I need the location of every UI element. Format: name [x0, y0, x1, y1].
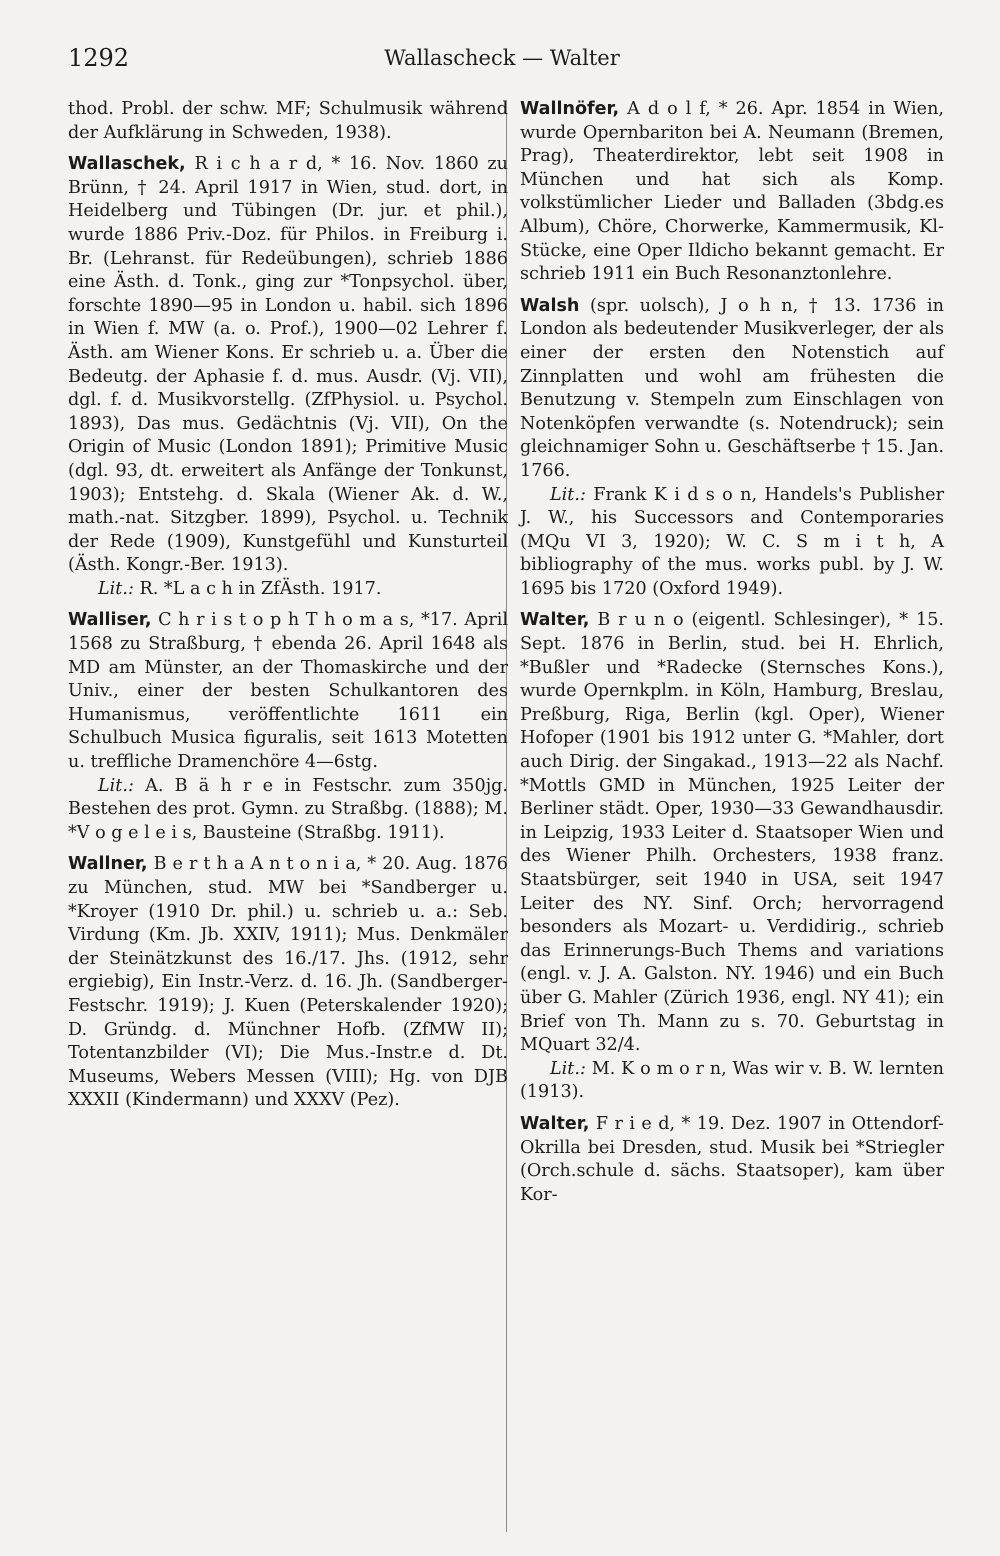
entry-literature	[68, 775, 508, 846]
entry-wallnoefer	[520, 98, 944, 287]
right-column	[520, 98, 944, 1215]
entry-literature	[520, 484, 944, 602]
entry-headword: Walter,	[520, 610, 590, 631]
lit-label: Lit.:	[550, 484, 586, 505]
entry-walter-bruno	[520, 609, 944, 1104]
entry-headword: Walsh	[520, 295, 580, 316]
entry-headword: Wallner,	[68, 854, 148, 875]
continuation-text: thod. Probl. der schw. MF; Schulmusik während der Aufklärung in Schweden, 1938).	[68, 99, 508, 143]
lit-label: Lit.:	[98, 578, 134, 599]
entry-literature	[68, 578, 508, 602]
entry-text: B e r t h a A n t o n i a, * 20. Aug. 1876 zu München, stud. MW bei *Sandberger u. *Kroyer (1910 Dr. phil.) u. schrieb u. a.: Seb. Virdung (Km. Jb. XXIV, 1911); Mus. Denkmäler der Steinätzkunst des 16./17. Jhs. (1912, sehr ergiebig), Ein Instr.-Verz. d. 16. Jh. (Sandberger-Festschr. 1919); J. Kuen (Peterskalender 1920); D. Gründg. d. Münchner Hofb. (ZfMW II); Totentanzbilder (VI); Die Mus.-Instr.e d. Dt. Museums, Webers Messen (VIII); Hg. von DJB XXXII (Kindermann) und XXXV (Pez).	[68, 854, 508, 1111]
entry-wallner	[68, 853, 508, 1113]
running-title: Wallascheck — Walter	[384, 46, 620, 70]
entry-text: B r u n o (eigentl. Schlesinger), * 15. Sept. 1876 in Berlin, stud. bei H. Ehrlich, *Bußler und *Radecke (Sternsches Kons.), wurde Opernkplm. in Köln, Hamburg, Breslau, Preßburg, Riga, Berlin (kgl. Oper), Wiener Hofoper (1901 bis 1912 unter G. *Mahler, dort auch Dirig. der Singakad., 1913—22 als Nachf. *Mottls GMD in München, 1925 Leiter der Berliner städt. Oper, 1930—33 Gewandhausdir. in Leipzig, 1933 Leiter d. Staatsoper Wien und des Wiener Philh. Orchesters, 1938 franz. Staatsbürger, seit 1940 in USA, seit 1947 Leiter des NY. Sinf. Orch; hervorragend besonders als Mozart- u. Verdidirig., schrieb das Erinnerungs-Buch Thems and variations (engl. v. J. A. Galston. NY. 1946) und ein Buch über G. Mahler (Zürich 1936, engl. NY 41); ein Brief von Th. Mann zu s. 70. Geburtstag in MQuart 32/4.	[520, 610, 944, 1056]
entry-text: R i c h a r d, * 16. Nov. 1860 zu Brünn, † 24. April 1917 in Wien, stud. dort, in Heidelberg und Tübingen (Dr. jur. et phil.), wurde 1886 Priv.-Doz. für Philos. in Freiburg i. Br. (Lehranst. für Redeübungen), schrieb 1886 eine Ästh. d. Tonk., ging zur *Tonpsychol. über, forschte 1890—95 in London u. habil. sich 1896 in Wien f. MW (a. o. Prof.), 1900—02 Lehrer f. Ästh. am Wiener Kons. Er schrieb u. a. Über die Bedeutg. der Aphasie f. d. mus. Ausdr. (Vj. VII), dgl. f. d. Musikvorstellg. (ZfPhysiol. u. Psychol. 1893), Das mus. Gedächtnis (Vj. VII), On the Origin of Music (London 1891); Primitive Music (dgl. 93, dt. erweitert als Anfänge der Tonkunst, 1903); Entstehg. d. Skala (Wiener Ak. d. W., math.-nat. Sitzgber. 1899), Psychol. u. Technik der Rede (1909), Kunstgefühl und Kunsturteil (Ästh. Kongr.-Ber. 1913).	[68, 154, 508, 576]
entry-text: (spr. uolsch), J o h n, † 13. 1736 in London als bedeutender Musikverleger, der als einer der ersten den Notenstich auf Zinnplatten und wohl am frühesten die Benutzung v. Stempeln zum Einschlagen von Notenköpfen verwandte (s. Notendruck); sein gleichnamiger Sohn u. Geschäftserbe † 15. Jan. 1766.	[520, 295, 944, 481]
entry-walter-fried	[520, 1113, 944, 1207]
lit-text: M. K o m o r n, Was wir v. B. W. lernten (1913).	[520, 1058, 944, 1103]
left-column	[68, 98, 508, 1121]
entry-headword: Wallaschek,	[68, 154, 186, 175]
lit-label: Lit.:	[98, 775, 134, 796]
entry-text: A d o l f, * 26. Apr. 1854 in Wien, wurde Opernbariton bei A. Neumann (Bremen, Prag), Theaterdirektor, lebt seit 1908 in München und hat sich als Komp. volkstümlicher Lieder und Balladen (3bdg.es Album), Chöre, Chorwerke, Kammermusik, Kl-Stücke, eine Oper Ildicho bekannt gemacht. Er schrieb 1911 ein Buch Resonanztonlehre.	[520, 99, 944, 285]
entry-walsh	[520, 295, 944, 602]
entry-text: C h r i s t o p h T h o m a s, *17. April 1568 zu Straßburg, † ebenda 26. April 1648 als MD am Münster, an der Thomaskirche und der Univ., einer der besten Schulkantoren des Humanismus, veröffentlichte 1611 ein Schulbuch Musica figuralis, seit 1613 Motetten u. treffliche Dramenchöre 4—6stg.	[68, 610, 508, 773]
entry-text: F r i e d, * 19. Dez. 1907 in Ottendorf-Okrilla bei Dresden, stud. Musik bei *Striegler (Orch.schule d. sächs. Staatsoper), kam über Kor-	[520, 1113, 944, 1205]
page-number: 1292	[68, 44, 130, 72]
entry-walliser	[68, 609, 508, 845]
lit-text: Frank K i d s o n, Handels's Publisher J. W., his Successors and Contemporaries (MQu VI 3, 1920); W. C. S m i t h, A bibliography of the mus. works publ. by J. W. 1695 bis 1720 (Oxford 1949).	[520, 484, 944, 599]
lit-text: R. *L a c h in ZfÄsth. 1917.	[133, 578, 382, 599]
entry-headword: Walliser,	[68, 610, 152, 631]
lit-text: A. B ä h r e in Festschr. zum 350jg. Bestehen des prot. Gymn. zu Straßbg. (1888); M. *V o g e l e i s, Bausteine (Straßbg. 1911).	[68, 775, 508, 843]
entry-headword: Walter,	[520, 1113, 590, 1134]
lit-label: Lit.:	[550, 1058, 586, 1079]
entry-literature	[520, 1058, 944, 1105]
entry-wallaschek	[68, 153, 508, 601]
page-header	[66, 44, 938, 78]
entry-headword: Wallnöfer,	[520, 99, 620, 119]
